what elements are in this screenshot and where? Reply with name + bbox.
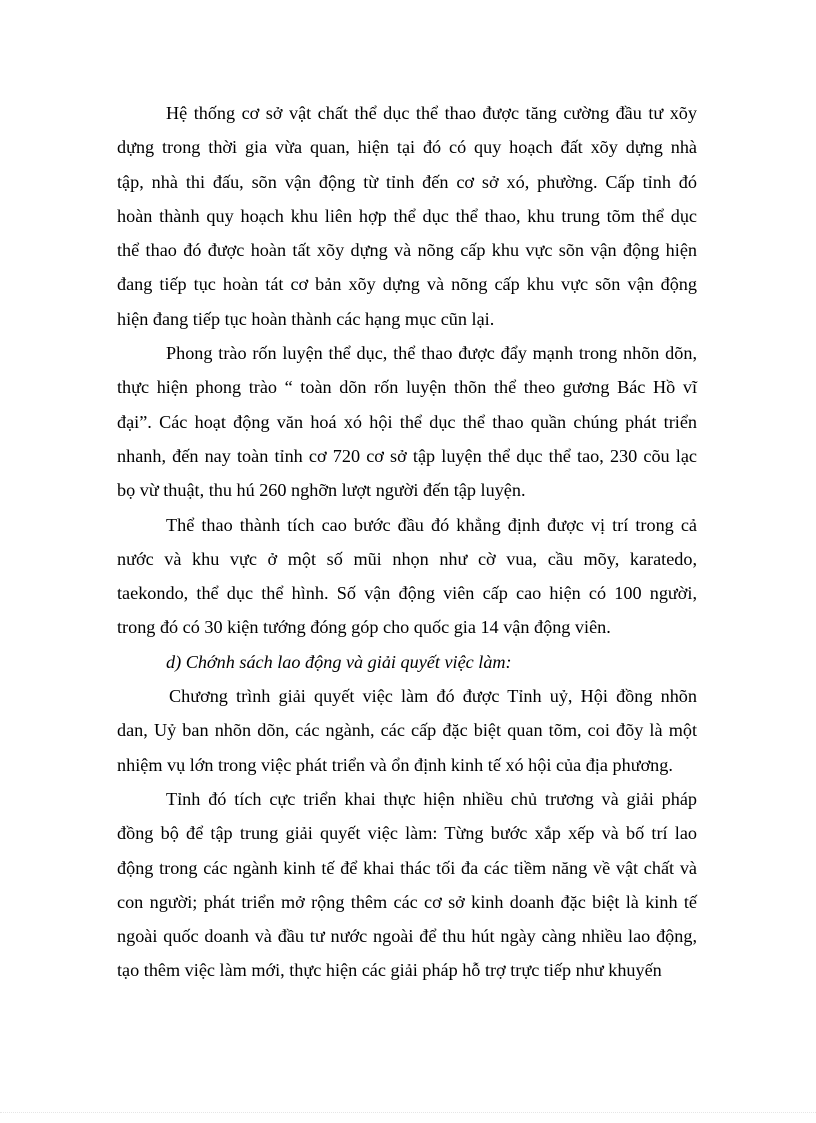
text-line: taekondo, thể dục thể hình. Số vận động viên cấp cao hiện có 100 người,	[117, 583, 697, 604]
text-line: dan, Uỷ ban nhõn dõn, các ngành, các cấp đặc biệt quan tõm, coi đõy là một	[117, 720, 697, 741]
text-line: hiện đang tiếp tục hoàn thành các hạng mục cũn lại.	[117, 308, 495, 329]
text-line: bọ vừ thuật, thu hú 260 nghỡn lượt người đến tập luyện.	[117, 480, 526, 501]
text-line: Thể thao thành tích cao bước đầu đó khẳng định được vị trí trong cả	[166, 514, 697, 535]
text-line: thực hiện phong trào “ toàn dõn rốn luyện thõn thể theo gương Bác Hồ vĩ	[117, 377, 697, 398]
text-line: nhanh, đến nay toàn tỉnh cơ 720 cơ sở tập luyện thể dục thể tao, 230 cõu lạc	[117, 445, 697, 466]
section-heading: d) Chớnh sách lao động và giải quyết việc làm:	[166, 651, 512, 672]
text-line: nước và khu vực ở một số mũi nhọn như cờ vua, cầu mõy, karatedo,	[117, 548, 697, 569]
text-line: dựng trong thời gia vừa quan, hiện tại đó có quy hoạch đất xõy dựng nhà	[117, 137, 697, 158]
text-line: Phong trào rốn luyện thể dục, thể thao được đẩy mạnh trong nhõn dõn,	[166, 343, 697, 364]
text-line: nhiệm vụ lớn trong việc phát triển và ổn định kinh tế xó hội của địa phương.	[117, 754, 673, 775]
text-line: đồng bộ để tập trung giải quyết việc làm: Từng bước xắp xếp và bố trí lao	[117, 823, 697, 844]
text-line: ngoài quốc doanh và đầu tư nước ngoài để thu hút ngày càng nhiều lao động,	[117, 926, 697, 947]
text-line: Hệ thống cơ sở vật chất thể dục thể thao được tăng cường đầu tư xõy	[166, 103, 697, 123]
text-line: hoàn thành quy hoạch khu liên hợp thể dục thể thao, khu trung tõm thể dục	[117, 205, 697, 226]
document-page	[117, 96, 697, 988]
text-line: con người; phát triển mở rộng thêm các cơ sở kinh doanh đặc biệt là kinh tế	[117, 891, 697, 912]
text-line: đại”. Các hoạt động văn hoá xó hội thể dục thể thao quần chúng phát triển	[117, 411, 697, 432]
paragraph-high-performance-sports	[117, 508, 697, 645]
text-line: trong đó có 30 kiện tướng đóng góp cho quốc gia 14 vận động viên.	[117, 617, 611, 638]
text-line: Tỉnh đó tích cực triển khai thực hiện nhiều chủ trương và giải pháp	[166, 788, 697, 809]
paragraph-sports-facilities	[117, 96, 697, 336]
text-line: động trong các ngành kinh tế để khai thác tối đa các tiềm năng về vật chất và	[117, 857, 697, 878]
paragraph-employment-solutions	[117, 782, 697, 988]
paragraph-training-movement	[117, 336, 697, 507]
text-line: tạo thêm việc làm mới, thực hiện các giải pháp hỗ trợ trực tiếp như khuyến	[117, 960, 662, 981]
text-line: đang tiếp tục hoàn tát cơ bản xõy dựng và nõng cấp khu vực sõn vận động	[117, 274, 697, 295]
paragraph-employment-program	[117, 679, 697, 782]
page-bottom-border	[0, 1112, 816, 1113]
text-line: tập, nhà thi đấu, sõn vận động từ tỉnh đến cơ sở xó, phường. Cấp tỉnh đó	[117, 171, 697, 192]
text-line: thể thao đó được hoàn tất xõy dựng và nõng cấp khu vực sõn vận động hiện	[117, 240, 697, 261]
text-line: Chương trình giải quyết việc làm đó được Tỉnh uỷ, Hội đồng nhõn	[169, 686, 697, 707]
